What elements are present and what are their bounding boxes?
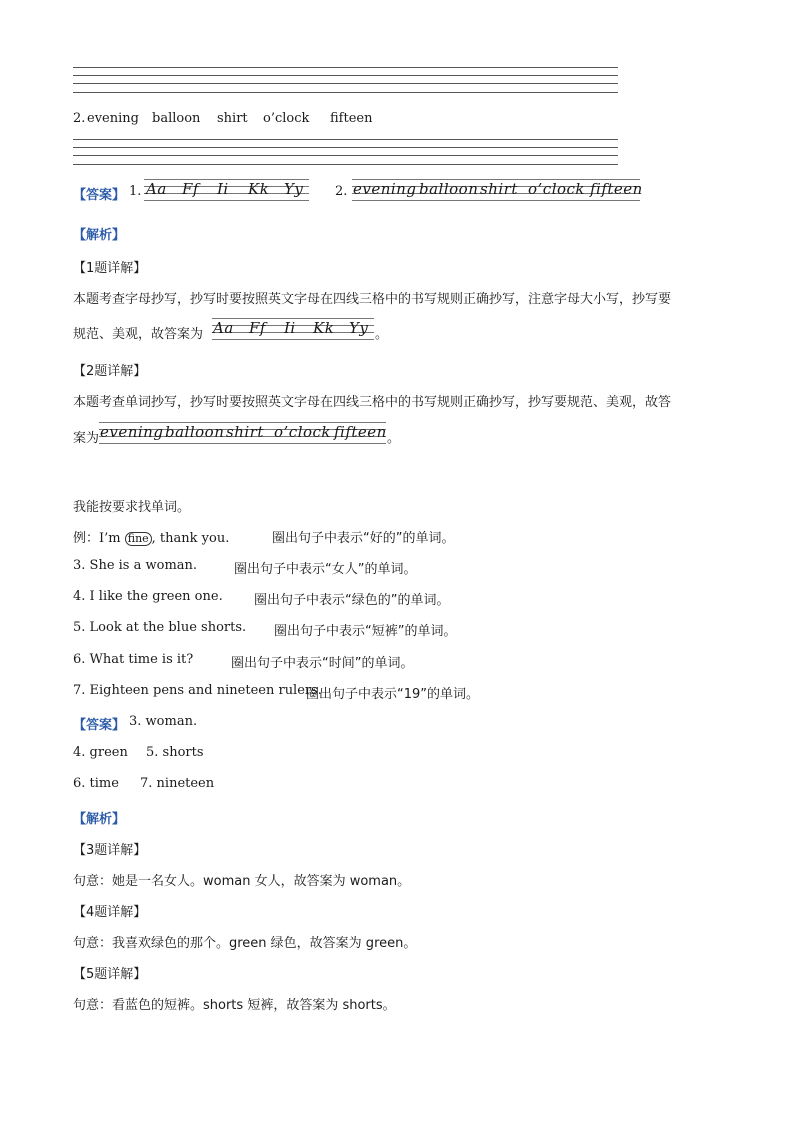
answer-num-1: 1.: [129, 184, 142, 199]
handwriting-word: balloon: [165, 423, 225, 441]
handwriting-letter: Ii: [217, 180, 229, 198]
example-sentence: [73, 527, 229, 546]
q2-word: fifteen: [330, 111, 373, 126]
answer-item: 3. woman.: [129, 714, 198, 729]
detail-text-4: 句意：我喜欢绿色的那个。green 绿色，故答案为 green。: [73, 936, 417, 951]
detail-text-2b: 案为: [73, 431, 100, 446]
detail-label-2: 【2题详解】: [73, 364, 147, 379]
writing-lines-top: [73, 67, 618, 93]
section-intro: 我能按要求找单词。: [73, 500, 191, 515]
detail-text-3: 句意：她是一名女人。woman 女人，故答案为 woman。: [73, 874, 411, 889]
detail-text-1a: 本题考查字母抄写，抄写时要按照英文字母在四线三格中的书写规则正确抄写，注意字母大小写，抄写要: [73, 292, 672, 307]
handwriting-word: fifteen: [334, 423, 387, 441]
handwriting-letter: Yy: [349, 319, 369, 337]
detail-label-5: 【5题详解】: [73, 967, 147, 982]
handwriting-letter: Ii: [284, 319, 296, 337]
example-suffix: , thank you.: [151, 531, 230, 546]
question-instruction: 圈出句子中表示“女人”的单词。: [234, 562, 417, 577]
handwriting-word: fifteen: [590, 180, 643, 198]
writing-lines-q2: [73, 139, 618, 165]
handwriting-word: evening: [100, 423, 164, 441]
answer-num-2: 2.: [335, 184, 348, 199]
handwriting-word: balloon: [419, 180, 479, 198]
period: 。: [387, 431, 401, 446]
example-prefix: 例：I’m: [73, 531, 125, 546]
circled-word: fine: [125, 532, 152, 546]
handwriting-word: shirt: [480, 180, 518, 198]
handwriting-letter: Ff: [249, 319, 266, 337]
analysis-label: 【解析】: [73, 812, 126, 827]
question-sentence: 4. I like the green one.: [73, 589, 223, 604]
detail-label-1: 【1题详解】: [73, 261, 147, 276]
handwriting-letter: Aa: [213, 319, 234, 337]
question-instruction: 圈出句子中表示“短裤”的单词。: [274, 624, 457, 639]
answer-label: 【答案】: [73, 718, 126, 733]
answer-item: 7. nineteen: [140, 776, 215, 791]
question-instruction: 圈出句子中表示“时间”的单词。: [231, 656, 414, 671]
handwriting-letter: Yy: [284, 180, 304, 198]
question-instruction: 圈出句子中表示“19”的单词。: [306, 687, 480, 702]
answer-item: 5. shorts: [146, 745, 204, 760]
detail-text-2a: 本题考查单词抄写，抄写时要按照英文字母在四线三格中的书写规则正确抄写，抄写要规范、美观，故答: [73, 395, 672, 410]
detail-label-4: 【4题详解】: [73, 905, 147, 920]
handwriting-letter: Ff: [182, 180, 199, 198]
handwriting-letter: Kk: [248, 180, 270, 198]
q2-word: o’clock: [263, 111, 310, 126]
handwriting-word: o’clock: [528, 180, 586, 198]
q2-number: 2.: [73, 111, 86, 126]
detail-text-5: 句意：看蓝色的短裤。shorts 短裤，故答案为 shorts。: [73, 998, 396, 1013]
q2-word: evening: [87, 111, 139, 126]
detail-label-3: 【3题详解】: [73, 843, 147, 858]
handwriting-word: o’clock: [274, 423, 332, 441]
handwriting-letter: Kk: [313, 319, 335, 337]
analysis-label: 【解析】: [73, 228, 126, 243]
period: 。: [375, 327, 389, 342]
question-sentence: 7. Eighteen pens and nineteen rulers.: [73, 683, 322, 698]
answer-item: 6. time: [73, 776, 119, 791]
question-sentence: 3. She is a woman.: [73, 558, 198, 573]
handwriting-word: evening: [353, 180, 417, 198]
example-instruction: 圈出句子中表示“好的”的单词。: [272, 531, 455, 546]
q2-word: shirt: [217, 111, 248, 126]
detail-text-1b: 规范、美观，故答案为: [73, 327, 204, 342]
handwriting-word: shirt: [226, 423, 264, 441]
answer-item: 4. green: [73, 745, 128, 760]
question-sentence: 6. What time is it?: [73, 652, 194, 667]
question-instruction: 圈出句子中表示“绿色的”的单词。: [254, 593, 450, 608]
q2-word: balloon: [152, 111, 201, 126]
handwriting-letter: Aa: [146, 180, 167, 198]
answer-label: 【答案】: [73, 188, 126, 203]
question-sentence: 5. Look at the blue shorts.: [73, 620, 247, 635]
